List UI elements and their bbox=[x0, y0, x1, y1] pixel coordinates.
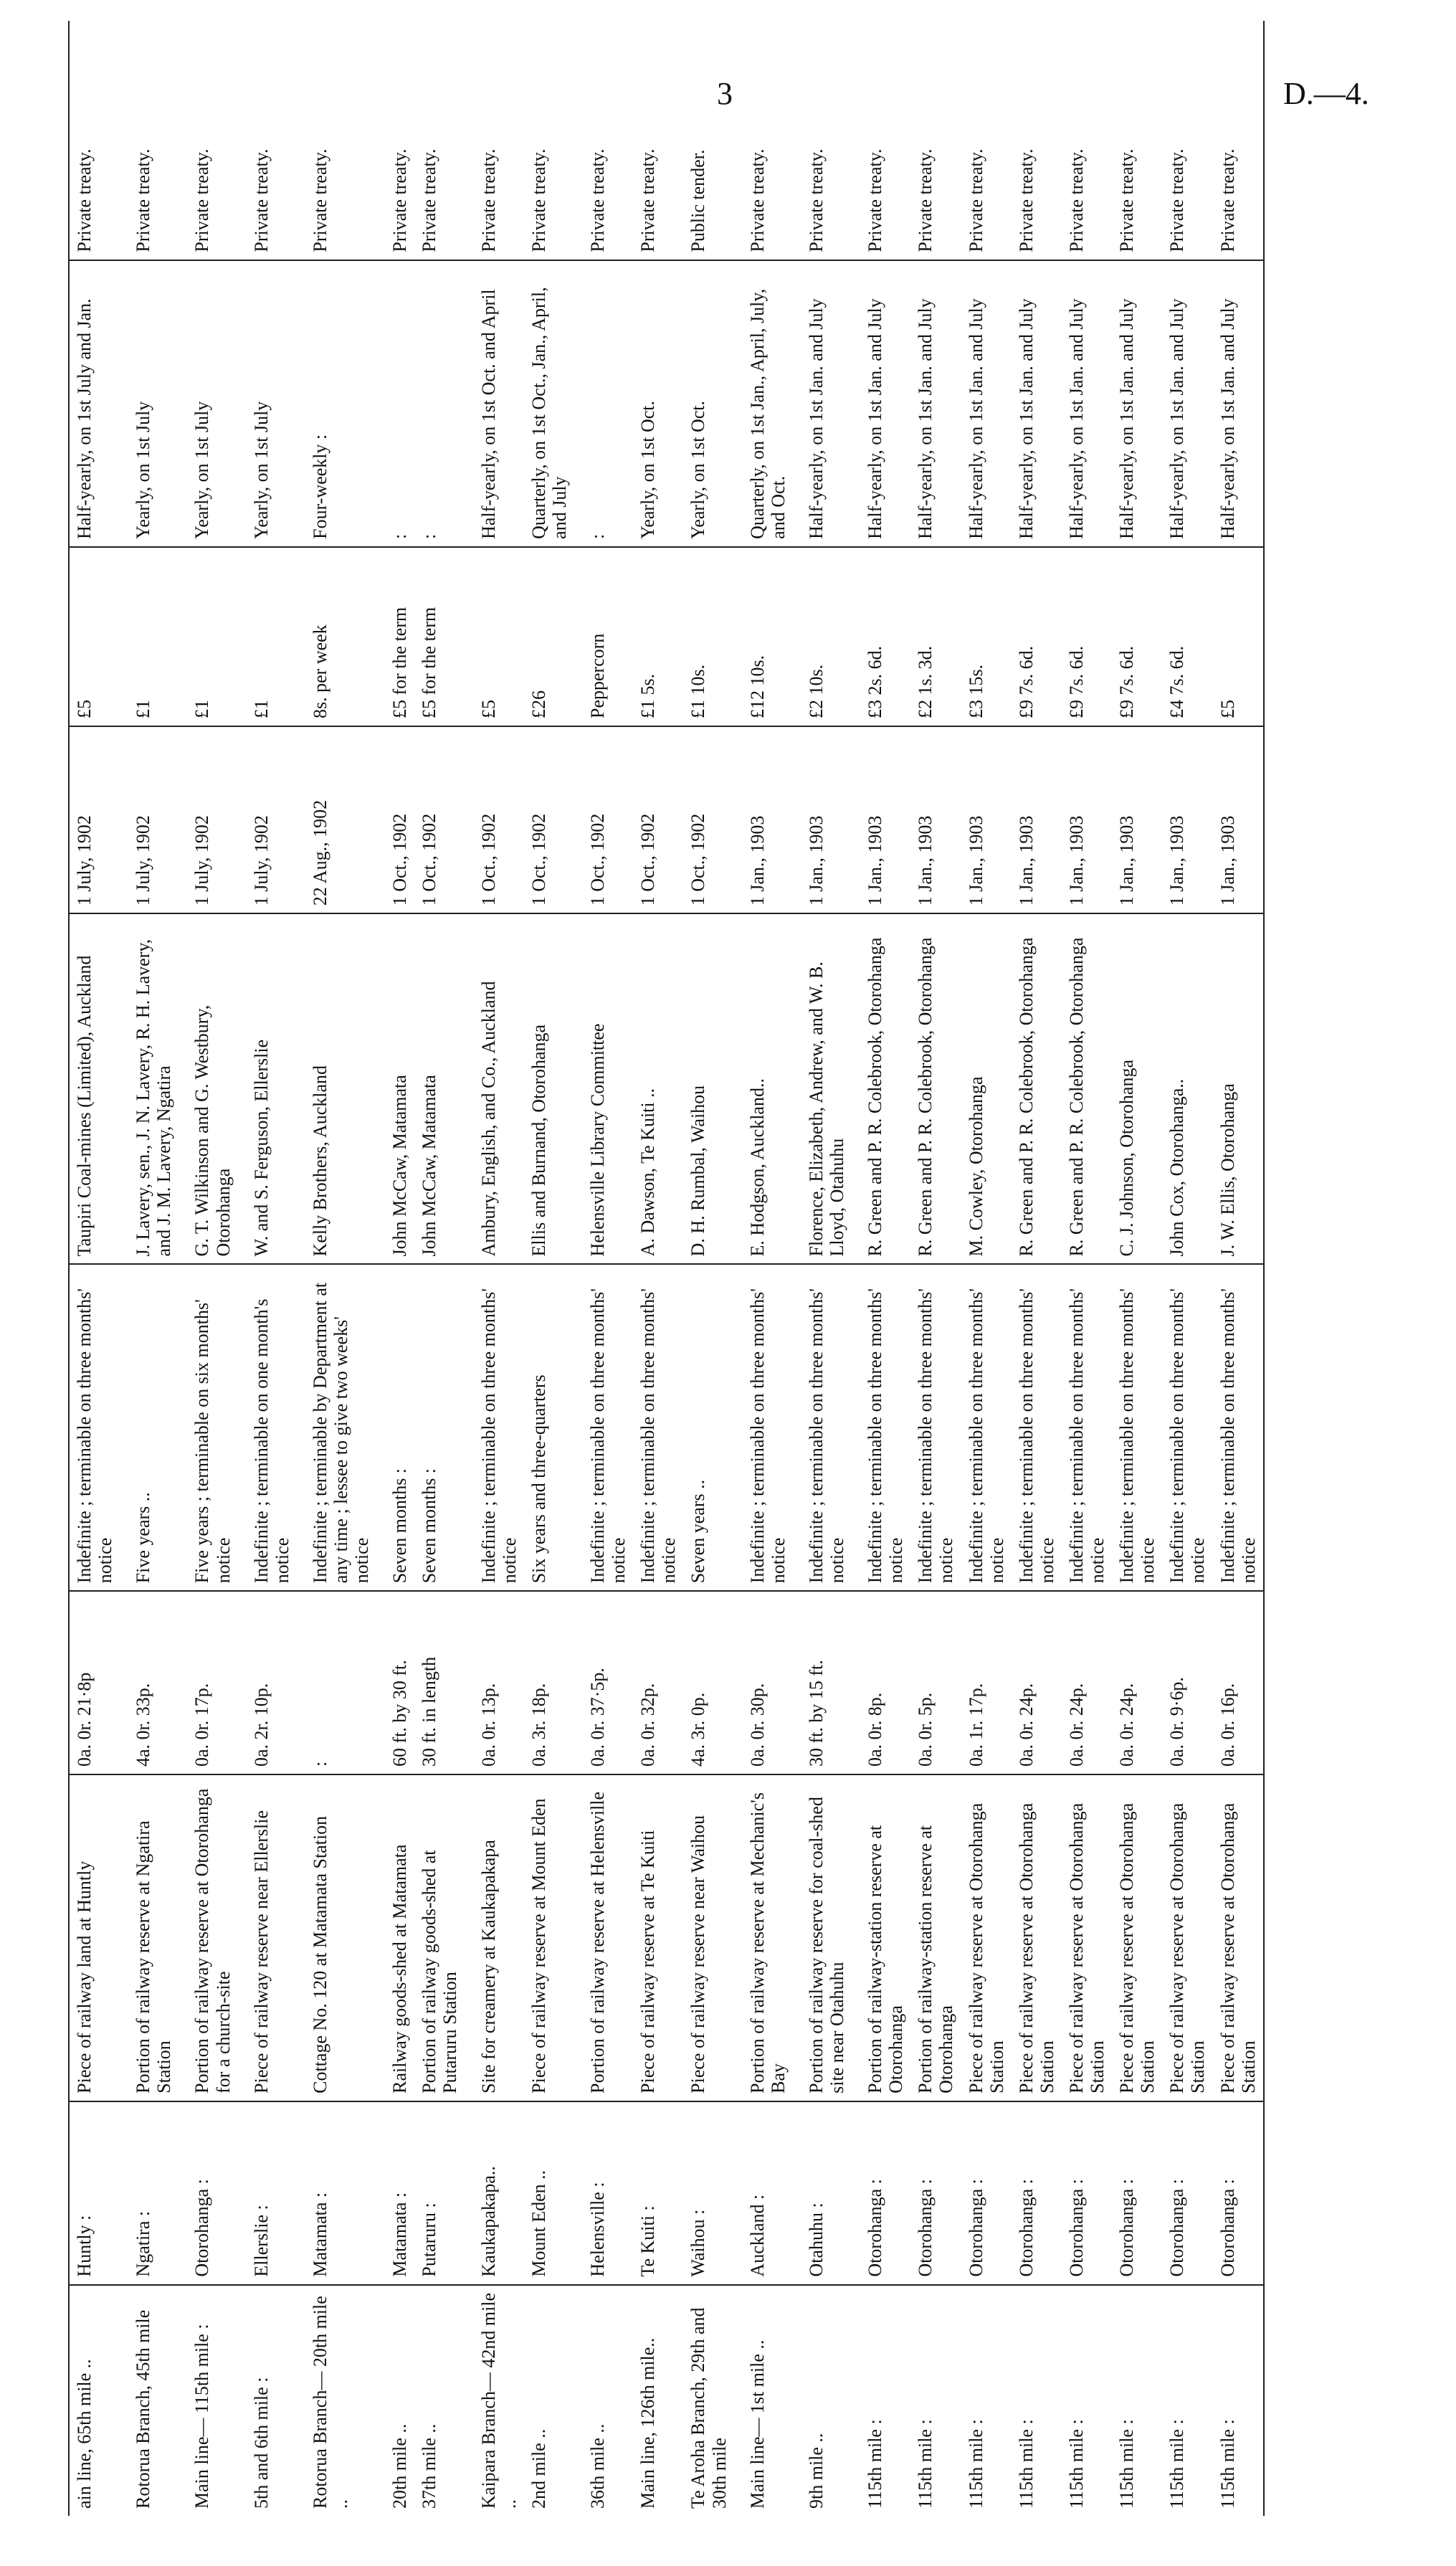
payable-cell: Quarterly, on 1st Oct., Jan., April, and July bbox=[524, 260, 574, 547]
station-cell: Otorohanga : bbox=[1062, 2101, 1112, 2285]
commencement-cell: 1 Jan., 1903 bbox=[1012, 726, 1062, 913]
description-cell: Piece of railway reserve at Otorohanga Station bbox=[1112, 1774, 1162, 2101]
lessee-cell: Helensville Library Committee bbox=[574, 913, 633, 1264]
location-cell: Te Aroha Branch, 29th and 30th mile bbox=[683, 2285, 733, 2516]
disposal-cell: Private treaty. bbox=[191, 148, 213, 252]
area-cell: 0a. 3r. 18p. bbox=[524, 1591, 574, 1774]
lessee-cell: A. Dawson, Te Kuiti .. bbox=[633, 913, 683, 1264]
tenure-cell: Indefinite ; terminable on three months' notice bbox=[1162, 1264, 1212, 1591]
description-cell: Railway goods-shed at Matamata bbox=[376, 1774, 414, 2101]
tenure-cell: Five years .. bbox=[120, 1264, 179, 1591]
commencement-cell: 1 Jan., 1903 bbox=[1213, 726, 1264, 913]
commencement-cell: 1 Oct., 1902 bbox=[465, 726, 524, 913]
location-cell: 115th mile : bbox=[910, 2285, 961, 2516]
station-cell: Te Kuiti : bbox=[633, 2101, 683, 2285]
lessee-cell: E. Hodgson, Auckland.. bbox=[734, 913, 793, 1264]
disposal-cell: Private treaty. bbox=[805, 148, 827, 252]
tenure-cell: Five years ; terminable on six months' notice bbox=[179, 1264, 237, 1591]
location-cell: Main line, 126th mile.. bbox=[633, 2285, 683, 2516]
table-row bbox=[238, 21, 297, 2516]
location-cell: 115th mile : bbox=[1012, 2285, 1062, 2516]
payable-cell: Yearly, on 1st Oct. bbox=[633, 260, 683, 547]
location-cell: 37th mile .. bbox=[414, 2285, 465, 2516]
area-cell: 0a. 0r. 32p. bbox=[633, 1591, 683, 1774]
rent-cell: £9 7s. 6d. bbox=[1062, 547, 1112, 726]
rent-cell: £3 15s. bbox=[961, 547, 1012, 726]
location-cell: Rotorua Branch, 45th mile bbox=[120, 2285, 179, 2516]
payable-cell: : bbox=[574, 260, 633, 547]
location-cell: 9th mile .. bbox=[793, 2285, 852, 2516]
lessee-cell: R. Green and P. R. Colebrook, Otorohanga bbox=[910, 913, 961, 1264]
disposal-cell: Private treaty. bbox=[1065, 148, 1087, 252]
table-row bbox=[1112, 21, 1162, 2516]
payable-cell: Half-yearly, on 1st Jan. and July bbox=[1213, 260, 1264, 547]
commencement-cell: 1 July, 1902 bbox=[179, 726, 237, 913]
payable-cell: Half-yearly, on 1st Jan. and July bbox=[961, 260, 1012, 547]
table-row bbox=[633, 21, 683, 2516]
station-cell: Otorohanga : bbox=[852, 2101, 910, 2285]
commencement-cell: 1 Jan., 1903 bbox=[734, 726, 793, 913]
table-row bbox=[1162, 21, 1212, 2516]
commencement-cell: 1 Jan., 1903 bbox=[793, 726, 852, 913]
area-cell: 0a. 0r. 13p. bbox=[465, 1591, 524, 1774]
lease-table bbox=[68, 21, 1265, 2516]
table-row bbox=[179, 21, 237, 2516]
payable-cell: Half-yearly, on 1st July and Jan. bbox=[69, 260, 120, 547]
table-row bbox=[414, 21, 465, 2516]
location-cell: Rotorua Branch— 20th mile .. bbox=[297, 2285, 376, 2516]
location-cell: 20th mile .. bbox=[376, 2285, 414, 2516]
table-row bbox=[297, 21, 376, 2516]
description-cell: Piece of railway land at Huntly bbox=[69, 1774, 120, 2101]
description-cell: Cottage No. 120 at Matamata Station bbox=[297, 1774, 376, 2101]
lessee-cell: John Cox, Otorohanga.. bbox=[1162, 913, 1212, 1264]
station-cell: Otorohanga : bbox=[179, 2101, 237, 2285]
table-row bbox=[910, 21, 961, 2516]
description-cell: Piece of railway reserve at Te Kuiti bbox=[633, 1774, 683, 2101]
tenure-cell: Seven years .. bbox=[683, 1264, 733, 1591]
lessee-cell: J. W. Ellis, Otorohanga bbox=[1213, 913, 1264, 1264]
table-row bbox=[120, 21, 179, 2516]
station-cell: Huntly : bbox=[69, 2101, 120, 2285]
lessee-cell: R. Green and P. R. Colebrook, Otorohanga bbox=[1062, 913, 1112, 1264]
description-cell: Portion of railway reserve at Ngatira Station bbox=[120, 1774, 179, 2101]
location-cell: Main line— 1st mile .. bbox=[734, 2285, 793, 2516]
rent-cell: £4 7s. 6d. bbox=[1162, 547, 1212, 726]
payable-cell: Half-yearly, on 1st Jan. and July bbox=[1162, 260, 1212, 547]
description-cell: Piece of railway reserve at Otorohanga Station bbox=[1062, 1774, 1112, 2101]
lease-rows bbox=[69, 21, 1264, 2516]
disposal-cell: Private treaty. bbox=[1116, 148, 1138, 252]
commencement-cell: 1 Jan., 1903 bbox=[1162, 726, 1212, 913]
description-cell: Piece of railway reserve at Otorohanga Station bbox=[1012, 1774, 1062, 2101]
location-cell: 115th mile : bbox=[852, 2285, 910, 2516]
tenure-cell: Seven months : bbox=[376, 1264, 414, 1591]
rent-cell: £9 7s. 6d. bbox=[1012, 547, 1062, 726]
tenure-cell: Six years and three-quarters bbox=[524, 1264, 574, 1591]
lessee-cell: D. H. Rumbal, Waihou bbox=[683, 913, 733, 1264]
description-cell: Piece of railway reserve near Ellerslie bbox=[238, 1774, 297, 2101]
table-row bbox=[1012, 21, 1062, 2516]
tenure-cell: Indefinite ; terminable on three months' notice bbox=[1213, 1264, 1264, 1591]
rent-cell: £2 10s. bbox=[793, 547, 852, 726]
area-cell: 30 ft. in length bbox=[414, 1591, 465, 1774]
lessee-cell: Florence, Elizabeth, Andrew, and W. B. Lloyd, Otahuhu bbox=[793, 913, 852, 1264]
station-cell: Otahuhu : bbox=[793, 2101, 852, 2285]
disposal-cell: Private treaty. bbox=[389, 148, 411, 252]
rent-cell: £9 7s. 6d. bbox=[1112, 547, 1162, 726]
location-cell: 115th mile : bbox=[961, 2285, 1012, 2516]
lessee-cell: Kelly Brothers, Auckland bbox=[297, 913, 376, 1264]
rent-cell: £3 2s. 6d. bbox=[852, 547, 910, 726]
lessee-cell: Taupiri Coal-mines (Limited), Auckland bbox=[69, 913, 120, 1264]
area-cell: 0a. 0r. 8p. bbox=[852, 1591, 910, 1774]
area-cell: 60 ft. by 30 ft. bbox=[376, 1591, 414, 1774]
area-cell: 0a. 0r. 24p. bbox=[1062, 1591, 1112, 1774]
lessee-cell: J. Lavery, sen., J. N. Lavery, R. H. Lavery, and J. M. Lavery, Ngatira bbox=[120, 913, 179, 1264]
disposal-cell: Private treaty. bbox=[528, 148, 549, 252]
disposal-cell: Private treaty. bbox=[586, 148, 608, 252]
commencement-cell: 1 Oct., 1902 bbox=[524, 726, 574, 913]
area-cell: 4a. 3r. 0p. bbox=[683, 1591, 733, 1774]
area-cell: 0a. 0r. 30p. bbox=[734, 1591, 793, 1774]
commencement-cell: 1 Jan., 1903 bbox=[1062, 726, 1112, 913]
rent-cell: £2 1s. 3d. bbox=[910, 547, 961, 726]
description-cell: Piece of railway reserve at Otorohanga Station bbox=[961, 1774, 1012, 2101]
disposal-cell: Private treaty. bbox=[69, 21, 120, 260]
area-cell: 0a. 0r. 9·6p. bbox=[1162, 1591, 1212, 1774]
station-cell: Otorohanga : bbox=[1012, 2101, 1062, 2285]
commencement-cell: 1 Oct., 1902 bbox=[376, 726, 414, 913]
location-cell: Kaipara Branch— 42nd mile .. bbox=[465, 2285, 524, 2516]
location-cell: 2nd mile .. bbox=[524, 2285, 574, 2516]
location-cell: ain line, 65th mile .. bbox=[69, 2285, 120, 2516]
lessee-cell: M. Cowley, Otorohanga bbox=[961, 913, 1012, 1264]
disposal-cell: Private treaty. bbox=[309, 148, 330, 252]
tenure-cell: Indefinite ; terminable on three months' notice bbox=[574, 1264, 633, 1591]
payable-cell: Half-yearly, on 1st Jan. and July bbox=[910, 260, 961, 547]
disposal-cell: Private treaty. bbox=[865, 148, 886, 252]
location-cell: 115th mile : bbox=[1062, 2285, 1112, 2516]
table-row bbox=[376, 21, 414, 2516]
station-cell: Auckland : bbox=[734, 2101, 793, 2285]
lessee-cell: R. Green and P. R. Colebrook, Otorohanga bbox=[1012, 913, 1062, 1264]
payable-cell: Yearly, on 1st July bbox=[120, 260, 179, 547]
table-row bbox=[793, 21, 852, 2516]
area-cell: 0a. 0r. 5p. bbox=[910, 1591, 961, 1774]
station-cell: Ellerslie : bbox=[238, 2101, 297, 2285]
description-cell: Portion of railway reserve at Otorohanga for a church-site bbox=[179, 1774, 237, 2101]
station-cell: Otorohanga : bbox=[1162, 2101, 1212, 2285]
payable-cell: : bbox=[376, 260, 414, 547]
description-cell: Piece of railway reserve near Waihou bbox=[683, 1774, 733, 2101]
description-cell: Piece of railway reserve at Otorohanga Station bbox=[1213, 1774, 1264, 2101]
location-cell: 115th mile : bbox=[1162, 2285, 1212, 2516]
tenure-cell: Indefinite ; terminable on three months' notice bbox=[852, 1264, 910, 1591]
area-cell: 0a. 0r. 24p. bbox=[1012, 1591, 1062, 1774]
payable-cell: Yearly, on 1st July bbox=[179, 260, 237, 547]
rent-cell: £1 10s. bbox=[683, 547, 733, 726]
disposal-cell: Private treaty. bbox=[133, 148, 154, 252]
description-cell: Piece of railway reserve at Mount Eden bbox=[524, 1774, 574, 2101]
commencement-cell: 1 Oct., 1902 bbox=[683, 726, 733, 913]
rent-cell: £26 bbox=[524, 547, 574, 726]
payable-cell: Half-yearly, on 1st Oct. and April bbox=[465, 260, 524, 547]
tenure-cell: Indefinite ; terminable on one month's notice bbox=[238, 1264, 297, 1591]
rent-cell: £12 10s. bbox=[734, 547, 793, 726]
station-cell: Otorohanga : bbox=[961, 2101, 1012, 2285]
rent-cell: £5 for the term bbox=[376, 547, 414, 726]
commencement-cell: 1 July, 1902 bbox=[69, 726, 120, 913]
table-row bbox=[961, 21, 1012, 2516]
disposal-cell: Public tender. bbox=[687, 149, 709, 252]
area-cell: 4a. 0r. 33p. bbox=[120, 1591, 179, 1774]
tenure-cell: Indefinite ; terminable on three months' notice bbox=[793, 1264, 852, 1591]
lessee-cell: John McCaw, Matamata bbox=[376, 913, 414, 1264]
document-reference: D.—4. bbox=[1283, 76, 1369, 111]
tenure-cell: Indefinite ; terminable by Department at any time ; lessee to give two weeks' notice bbox=[297, 1264, 376, 1591]
rent-cell: £1 bbox=[120, 547, 179, 726]
payable-cell: Half-yearly, on 1st Jan. and July bbox=[793, 260, 852, 547]
area-cell: 0a. 0r. 16p. bbox=[1213, 1591, 1264, 1774]
area-cell: : bbox=[297, 1591, 376, 1774]
table-row bbox=[852, 21, 910, 2516]
disposal-cell: Private treaty. bbox=[1015, 148, 1037, 252]
disposal-cell: Private treaty. bbox=[1166, 148, 1188, 252]
commencement-cell: 1 Oct., 1902 bbox=[633, 726, 683, 913]
location-cell: 5th and 6th mile : bbox=[238, 2285, 297, 2516]
description-cell: Portion of railway reserve at Mechanic's Bay bbox=[734, 1774, 793, 2101]
rent-cell: £5 bbox=[1213, 547, 1264, 726]
tenure-cell: Indefinite ; terminable on three months' notice bbox=[1012, 1264, 1062, 1591]
tenure-cell: Indefinite ; terminable on three months' notice bbox=[633, 1264, 683, 1591]
station-cell: Otorohanga : bbox=[1112, 2101, 1162, 2285]
disposal-cell: Private treaty. bbox=[1213, 21, 1264, 260]
station-cell: Helensville : bbox=[574, 2101, 633, 2285]
tenure-cell: Indefinite ; terminable on three months' notice bbox=[734, 1264, 793, 1591]
commencement-cell: 1 Oct., 1902 bbox=[574, 726, 633, 913]
area-cell: 30 ft. by 15 ft. bbox=[793, 1591, 852, 1774]
payable-cell: Half-yearly, on 1st Jan. and July bbox=[1112, 260, 1162, 547]
commencement-cell: 22 Aug., 1902 bbox=[297, 726, 376, 913]
area-cell: 0a. 0r. 17p. bbox=[179, 1591, 237, 1774]
rent-cell: 8s. per week bbox=[297, 547, 376, 726]
lessee-cell: G. T. Wilkinson and G. Westbury, Otorohanga bbox=[179, 913, 237, 1264]
area-cell: 0a. 0r. 21·8p bbox=[69, 1591, 120, 1774]
payable-cell: Yearly, on 1st July bbox=[238, 260, 297, 547]
table-row bbox=[683, 21, 733, 2516]
description-cell: Portion of railway reserve at Helensville bbox=[574, 1774, 633, 2101]
tenure-cell: Indefinite ; terminable on three months' notice bbox=[465, 1264, 524, 1591]
station-cell: Putaruru : bbox=[414, 2101, 465, 2285]
table-row bbox=[524, 21, 574, 2516]
commencement-cell: 1 Jan., 1903 bbox=[910, 726, 961, 913]
station-cell: Ngatira : bbox=[120, 2101, 179, 2285]
payable-cell: Four-weekly : bbox=[297, 260, 376, 547]
lessee-cell: Ambury, English, and Co., Auckland bbox=[465, 913, 524, 1264]
lessee-cell: John McCaw, Matamata bbox=[414, 913, 465, 1264]
rent-cell: Peppercorn bbox=[574, 547, 633, 726]
lessee-cell: W. and S. Ferguson, Ellerslie bbox=[238, 913, 297, 1264]
rent-cell: £1 bbox=[179, 547, 237, 726]
rent-cell: £5 bbox=[69, 547, 120, 726]
tenure-cell: Indefinite ; terminable on three months' notice bbox=[69, 1264, 120, 1591]
table-row bbox=[734, 21, 793, 2516]
tenure-cell: Indefinite ; terminable on three months' notice bbox=[1062, 1264, 1112, 1591]
location-cell: 115th mile : bbox=[1112, 2285, 1162, 2516]
area-cell: 0a. 0r. 24p. bbox=[1112, 1591, 1162, 1774]
area-cell: 0a. 2r. 10p. bbox=[238, 1591, 297, 1774]
disposal-cell: Private treaty. bbox=[419, 148, 440, 252]
payable-cell: : bbox=[414, 260, 465, 547]
station-cell: Otorohanga : bbox=[910, 2101, 961, 2285]
location-cell: Main line— 115th mile : bbox=[179, 2285, 237, 2516]
rent-cell: £1 bbox=[238, 547, 297, 726]
lessee-cell: C. J. Johnson, Otorohanga bbox=[1112, 913, 1162, 1264]
lessee-cell: Ellis and Burnand, Otorohanga bbox=[524, 913, 574, 1264]
disposal-cell: Private treaty. bbox=[915, 148, 936, 252]
description-cell: Portion of railway-station reserve at Otorohanga bbox=[852, 1774, 910, 2101]
description-cell: Portion of railway reserve for coal-shed site near Otahuhu bbox=[793, 1774, 852, 2101]
tenure-cell: Indefinite ; terminable on three months' notice bbox=[1112, 1264, 1162, 1591]
rent-cell: £5 bbox=[465, 547, 524, 726]
area-cell: 0a. 0r. 37·5p. bbox=[574, 1591, 633, 1774]
tenure-cell: Indefinite ; terminable on three months' notice bbox=[910, 1264, 961, 1591]
station-cell: Matamata : bbox=[376, 2101, 414, 2285]
disposal-cell: Private treaty. bbox=[746, 148, 768, 252]
tenure-cell: Seven months : bbox=[414, 1264, 465, 1591]
table-row bbox=[1213, 21, 1264, 2516]
rent-cell: £1 5s. bbox=[633, 547, 683, 726]
payable-cell: Half-yearly, on 1st Jan. and July bbox=[1062, 260, 1112, 547]
commencement-cell: 1 July, 1902 bbox=[120, 726, 179, 913]
commencement-cell: 1 July, 1902 bbox=[238, 726, 297, 913]
station-cell: Kaukapakapa.. bbox=[465, 2101, 524, 2285]
station-cell: Matamata : bbox=[297, 2101, 376, 2285]
location-cell: 115th mile : bbox=[1213, 2285, 1264, 2516]
description-cell: Piece of railway reserve at Otorohanga Station bbox=[1162, 1774, 1212, 2101]
rent-cell: £5 for the term bbox=[414, 547, 465, 726]
description-cell: Site for creamery at Kaukapakapa bbox=[465, 1774, 524, 2101]
description-cell: Portion of railway-station reserve at Otorohanga bbox=[910, 1774, 961, 2101]
payable-cell: Half-yearly, on 1st Jan. and July bbox=[852, 260, 910, 547]
lessee-cell: R. Green and P. R. Colebrook, Otorohanga bbox=[852, 913, 910, 1264]
commencement-cell: 1 Jan., 1903 bbox=[1112, 726, 1162, 913]
tenure-cell: Indefinite ; terminable on three months' notice bbox=[961, 1264, 1012, 1591]
commencement-cell: 1 Jan., 1903 bbox=[961, 726, 1012, 913]
table-row bbox=[69, 21, 120, 2516]
area-cell: 0a. 1r. 17p. bbox=[961, 1591, 1012, 1774]
payable-cell: Half-yearly, on 1st Jan. and July bbox=[1012, 260, 1062, 547]
disposal-cell: Private treaty. bbox=[250, 148, 272, 252]
payable-cell: Yearly, on 1st Oct. bbox=[683, 260, 733, 547]
station-cell: Waihou : bbox=[683, 2101, 733, 2285]
commencement-cell: 1 Oct., 1902 bbox=[414, 726, 465, 913]
station-cell: Otorohanga : bbox=[1213, 2101, 1264, 2285]
disposal-cell: Private treaty. bbox=[965, 148, 986, 252]
table-row bbox=[574, 21, 633, 2516]
location-cell: 36th mile .. bbox=[574, 2285, 633, 2516]
description-cell: Portion of railway goods-shed at Putaruru Station bbox=[414, 1774, 465, 2101]
station-cell: Mount Eden .. bbox=[524, 2101, 574, 2285]
commencement-cell: 1 Jan., 1903 bbox=[852, 726, 910, 913]
payable-cell: Quarterly, on 1st Jan., April, July, and Oct. bbox=[734, 260, 793, 547]
disposal-cell: Private treaty. bbox=[637, 148, 659, 252]
disposal-cell: Private treaty. bbox=[477, 148, 499, 252]
table-row bbox=[1062, 21, 1112, 2516]
page-number: 3 bbox=[717, 76, 733, 111]
table-row bbox=[465, 21, 524, 2516]
